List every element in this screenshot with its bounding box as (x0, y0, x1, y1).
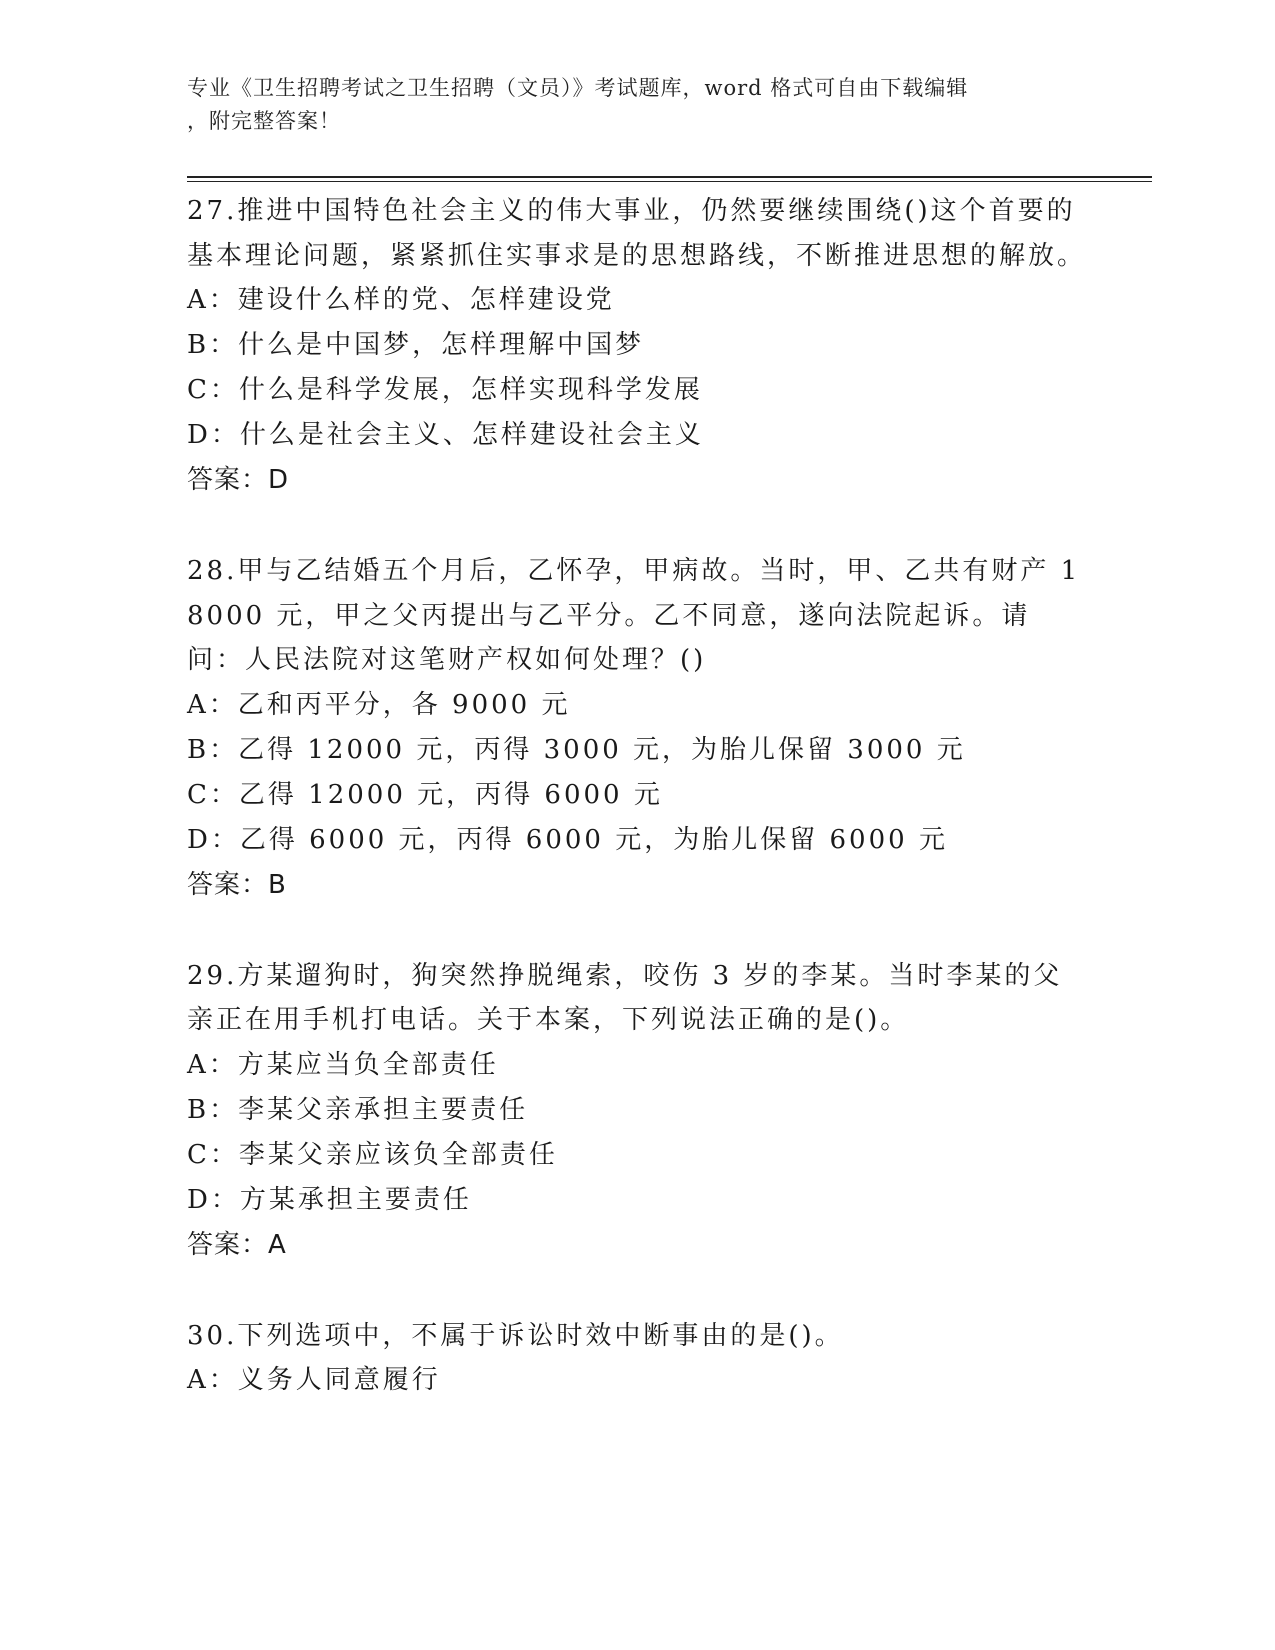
question-stem: 28.甲与乙结婚五个月后，乙怀孕，甲病故。当时，甲、乙共有财产 18000 元，甲之父丙提出与乙平分。乙不同意，遂向法院起诉。请问：人民法院对这笔财产权如何处理？() (187, 556, 1081, 675)
answer-label: 答案：B (187, 869, 287, 900)
option-b: B：乙得 12000 元，丙得 3000 元，为胎儿保留 3000 元 (187, 734, 966, 765)
option-d: D：什么是社会主义、怎样建设社会主义 (187, 420, 704, 450)
option-c: C：乙得 12000 元，丙得 6000 元 (187, 779, 663, 810)
question-spacer (187, 503, 1087, 549)
option-a: A：乙和丙平分，各 9000 元 (187, 689, 571, 720)
question-spacer (187, 908, 1087, 954)
question-30 (187, 1314, 1087, 1404)
question-28 (187, 549, 1087, 908)
question-spacer (187, 1268, 1087, 1314)
option-c: C：什么是科学发展，怎样实现科学发展 (187, 375, 703, 405)
question-stem: 29.方某遛狗时，狗突然挣脱绳索，咬伤 3 岁的李某。当时李某的父亲正在用手机打电话。关于本案，下列说法正确的是()。 (187, 960, 1063, 1035)
option-a: A：建设什么样的党、怎样建设党 (187, 285, 615, 315)
header-line-2: ，附完整答案！ (187, 109, 341, 133)
header-divider-thin (187, 181, 1152, 182)
option-d: D：方某承担主要责任 (187, 1184, 472, 1215)
question-29 (187, 954, 1087, 1268)
option-a: A：方某应当负全部责任 (187, 1049, 499, 1080)
question-stem: 27.推进中国特色社会主义的伟大事业，仍然要继续围绕()这个首要的基本理论问题，紧紧抓住实事求是的思想路线，不断推进思想的解放。 (187, 196, 1087, 271)
question-stem: 30.下列选项中，不属于诉讼时效中断事由的是()。 (187, 1320, 844, 1351)
header-divider-thick (187, 176, 1152, 178)
answer-label: 答案：D (187, 465, 290, 495)
question-27 (187, 185, 1087, 503)
option-c: C：李某父亲应该负全部责任 (187, 1139, 558, 1170)
question-list (187, 185, 1087, 1403)
answer-label: 答案：A (187, 1229, 287, 1260)
option-d: D：乙得 6000 元，丙得 6000 元，为胎儿保留 6000 元 (187, 824, 948, 855)
page-header (187, 72, 1067, 138)
option-b: B：李某父亲承担主要责任 (187, 1094, 529, 1125)
option-b: B：什么是中国梦，怎样理解中国梦 (187, 330, 645, 360)
option-a: A：义务人同意履行 (187, 1365, 441, 1395)
header-line-1: 专业《卫生招聘考试之卫生招聘（文员）》考试题库，word 格式可自由下载编辑 (187, 76, 969, 100)
